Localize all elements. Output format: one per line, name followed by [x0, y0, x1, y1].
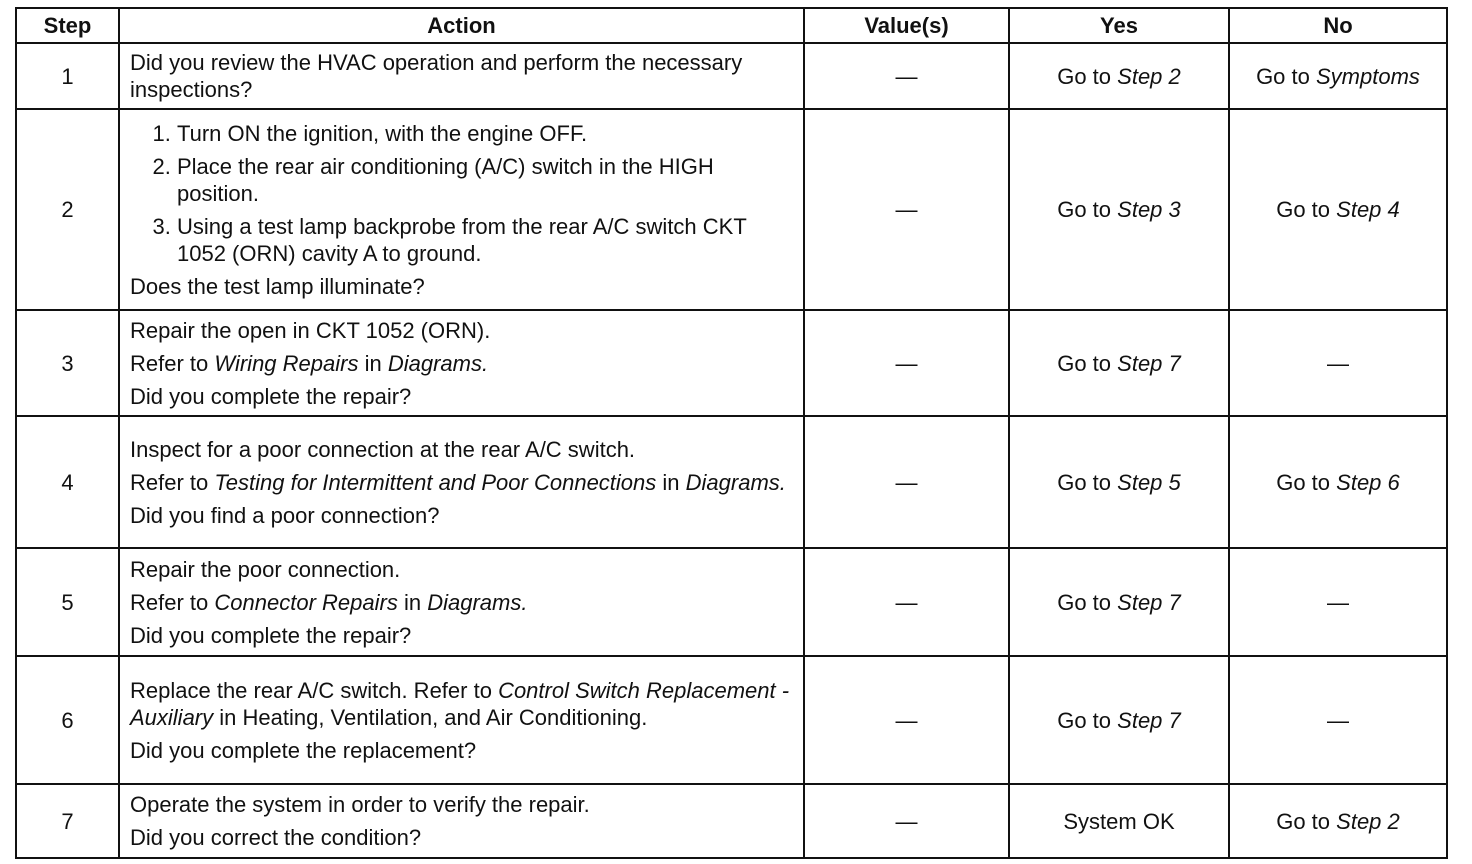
table-row: [16, 43, 1447, 109]
header-yes: Yes: [1009, 8, 1229, 43]
go-to-text: Go to: [1057, 63, 1112, 89]
go-to-text: Go to: [1057, 197, 1112, 222]
action-text: Inspect for a poor connection at the rear A/C switch.: [130, 436, 636, 462]
no-link[interactable]: Step 6: [1336, 469, 1400, 495]
question-text: Did you complete the repair?: [130, 383, 412, 409]
header-action: Action: [119, 8, 804, 43]
go-to-text: Go to: [1276, 808, 1331, 834]
table-row: [16, 784, 1447, 858]
action-cell: [119, 43, 804, 109]
no-cell: [1229, 784, 1447, 858]
no-cell: [1229, 43, 1447, 109]
table-row: [16, 416, 1447, 548]
value-cell: —: [804, 548, 1009, 656]
yes-link[interactable]: Step 2: [1117, 63, 1181, 89]
yes-cell: [1009, 656, 1229, 784]
yes-cell: [1009, 784, 1229, 858]
action-cell: [119, 784, 804, 858]
question-text: Did you complete the replacement?: [130, 737, 477, 763]
go-to-text: Go to: [1276, 469, 1331, 495]
reference-link[interactable]: Diagrams.: [387, 350, 489, 376]
action-cell: [119, 109, 804, 310]
no-cell: [1229, 416, 1447, 548]
yes-cell: [1009, 416, 1229, 548]
no-cell: —: [1229, 656, 1447, 784]
step-number: 7: [16, 784, 119, 858]
go-to-text: Go to: [1057, 469, 1112, 495]
value-cell: —: [804, 784, 1009, 858]
action-cell: [119, 416, 804, 548]
yes-cell: [1009, 43, 1229, 109]
action-cell: [119, 548, 804, 656]
yes-link[interactable]: Step 5: [1117, 469, 1181, 495]
no-link[interactable]: Symptoms: [1316, 63, 1420, 89]
value-cell: —: [804, 656, 1009, 784]
yes-cell: [1009, 109, 1229, 310]
yes-cell: [1009, 548, 1229, 656]
question-text: Did you find a poor connection?: [130, 502, 440, 528]
go-to-text: Go to: [1256, 63, 1310, 89]
no-link[interactable]: Step 4: [1336, 197, 1400, 222]
go-to-text: Go to: [1057, 707, 1112, 733]
no-link[interactable]: Step 2: [1336, 808, 1400, 834]
diagnostic-table: [15, 7, 1448, 859]
question-text: Did you review the HVAC operation and perform the necessary inspections?: [130, 50, 743, 102]
no-cell: [1229, 109, 1447, 310]
go-to-text: Go to: [1276, 197, 1331, 222]
value-cell: —: [804, 43, 1009, 109]
action-cell: [119, 310, 804, 416]
no-cell: —: [1229, 548, 1447, 656]
table-row: [16, 548, 1447, 656]
action-text: Operate the system in order to verify the repair.: [130, 792, 590, 817]
step-number: 4: [16, 416, 119, 548]
reference-text: Refer to Wiring Repairs in Diagrams.: [130, 350, 489, 376]
header-no: No: [1229, 8, 1447, 43]
no-cell: —: [1229, 310, 1447, 416]
yes-link[interactable]: Step 7: [1117, 350, 1181, 376]
system-ok-text: System OK: [1063, 808, 1175, 834]
action-text: Replace the rear A/C switch. Refer to Control Switch Replacement - Auxiliary in Heating, Ventilation, and Air Conditioning.: [130, 677, 790, 730]
reference-link[interactable]: Diagrams.: [685, 469, 786, 495]
header-values: Value(s): [804, 8, 1009, 43]
instruction-list: [130, 120, 793, 267]
reference-link[interactable]: Wiring Repairs: [214, 350, 359, 376]
action-text: Repair the poor connection.: [130, 556, 401, 582]
go-to-text: Go to: [1057, 589, 1112, 615]
reference-link[interactable]: Diagrams.: [427, 589, 528, 615]
step-number: 6: [16, 656, 119, 784]
list-item: 3. Using a test lamp backprobe from the rear A/C switch CKT 1052 (ORN) cavity A to ground.: [177, 213, 793, 267]
reference-link[interactable]: Connector Repairs: [214, 589, 398, 615]
yes-link[interactable]: Step 3: [1117, 197, 1181, 222]
question-text: Did you correct the condition?: [130, 825, 422, 850]
question-text: Does the test lamp illuminate?: [130, 273, 425, 299]
value-cell: —: [804, 109, 1009, 310]
yes-cell: [1009, 310, 1229, 416]
step-number: 5: [16, 548, 119, 656]
value-cell: —: [804, 416, 1009, 548]
step-number: 3: [16, 310, 119, 416]
step-number: 2: [16, 109, 119, 310]
yes-link[interactable]: Step 7: [1117, 589, 1181, 615]
reference-text: Refer to Connector Repairs in Diagrams.: [130, 589, 528, 615]
action-text: Repair the open in CKT 1052 (ORN).: [130, 317, 491, 343]
table-row: [16, 656, 1447, 784]
table-row: [16, 310, 1447, 416]
table-row: [16, 109, 1447, 310]
value-cell: —: [804, 310, 1009, 416]
step-number: 1: [16, 43, 119, 109]
action-cell: [119, 656, 804, 784]
list-item: 1. Turn ON the ignition, with the engine OFF.: [177, 120, 793, 147]
go-to-text: Go to: [1057, 350, 1112, 376]
yes-link[interactable]: Step 7: [1117, 707, 1181, 733]
reference-link[interactable]: Control Switch Replacement - Auxiliary: [130, 677, 790, 730]
question-text: Did you complete the repair?: [130, 622, 412, 648]
header-row: [16, 8, 1447, 43]
header-step: Step: [16, 8, 119, 43]
list-item: 2. Place the rear air conditioning (A/C) switch in the HIGH position.: [177, 153, 793, 207]
reference-link[interactable]: Testing for Intermittent and Poor Connections: [214, 469, 657, 495]
reference-text: Refer to Testing for Intermittent and Poor Connections in Diagrams.: [130, 469, 786, 495]
